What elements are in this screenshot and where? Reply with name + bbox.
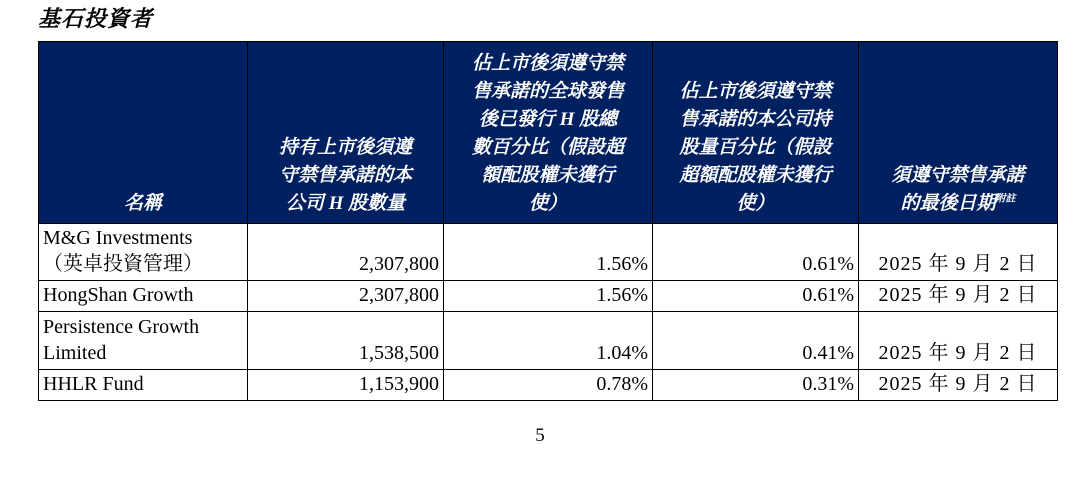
cornerstone-investors-table	[38, 41, 1058, 401]
header-pct-global-label: 佔上市後須遵守禁 售承諾的全球發售 後已發行 H 股總 數百分比（假設超 額配股權未獲行 使）	[471, 53, 624, 214]
header-name-label: 名稱	[123, 193, 162, 214]
header-name-column	[39, 42, 248, 224]
pct-company-cell: 0.61%	[653, 281, 859, 312]
lockup-date-cell: 2025 年 9 月 2 日	[859, 312, 1058, 370]
header-pct-global-column	[444, 42, 653, 224]
pct-company-cell: 0.31%	[653, 370, 859, 401]
pct-global-cell: 1.56%	[444, 281, 653, 312]
lockup-date-cell: 2025 年 9 月 2 日	[859, 224, 1058, 281]
investor-name-cell: M&G Investments （英卓投資管理）	[39, 224, 248, 281]
investor-name-cell: HHLR Fund	[39, 370, 248, 401]
table-row-persistence-growth	[39, 312, 1058, 370]
section-title: 基石投資者	[38, 6, 154, 31]
header-note-superscript: 附註	[995, 193, 1016, 205]
header-shares-label: 持有上市後須遵 守禁售承諾的本 公司 H 股數量	[278, 137, 412, 214]
investor-name-cell: HongShan Growth	[39, 281, 248, 312]
pct-global-cell: 1.56%	[444, 224, 653, 281]
pct-global-cell: 1.04%	[444, 312, 653, 370]
table-row-hongshan-growth	[39, 281, 1058, 312]
table-header-row	[39, 42, 1058, 224]
shares-cell: 1,538,500	[248, 312, 444, 370]
table-row-mg-investments	[39, 224, 1058, 281]
header-pct-company-label: 佔上市後須遵守禁 售承諾的本公司持 股量百分比（假設 超額配股權未獲行 使）	[679, 81, 832, 214]
investor-name-cell: Persistence Growth Limited	[39, 312, 248, 370]
pct-global-cell: 0.78%	[444, 370, 653, 401]
page-number: 5	[535, 425, 545, 446]
pct-company-cell: 0.61%	[653, 224, 859, 281]
header-lockup-date-column	[859, 42, 1058, 224]
pct-company-cell: 0.41%	[653, 312, 859, 370]
lockup-date-cell: 2025 年 9 月 2 日	[859, 370, 1058, 401]
header-shares-column	[248, 42, 444, 224]
shares-cell: 1,153,900	[248, 370, 444, 401]
lockup-date-cell: 2025 年 9 月 2 日	[859, 281, 1058, 312]
shares-cell: 2,307,800	[248, 224, 444, 281]
shares-cell: 2,307,800	[248, 281, 444, 312]
header-lockup-date-label: 須遵守禁售承諾 的最後日期	[891, 165, 1025, 214]
table-row-hhlr-fund	[39, 370, 1058, 401]
header-pct-company-column	[653, 42, 859, 224]
